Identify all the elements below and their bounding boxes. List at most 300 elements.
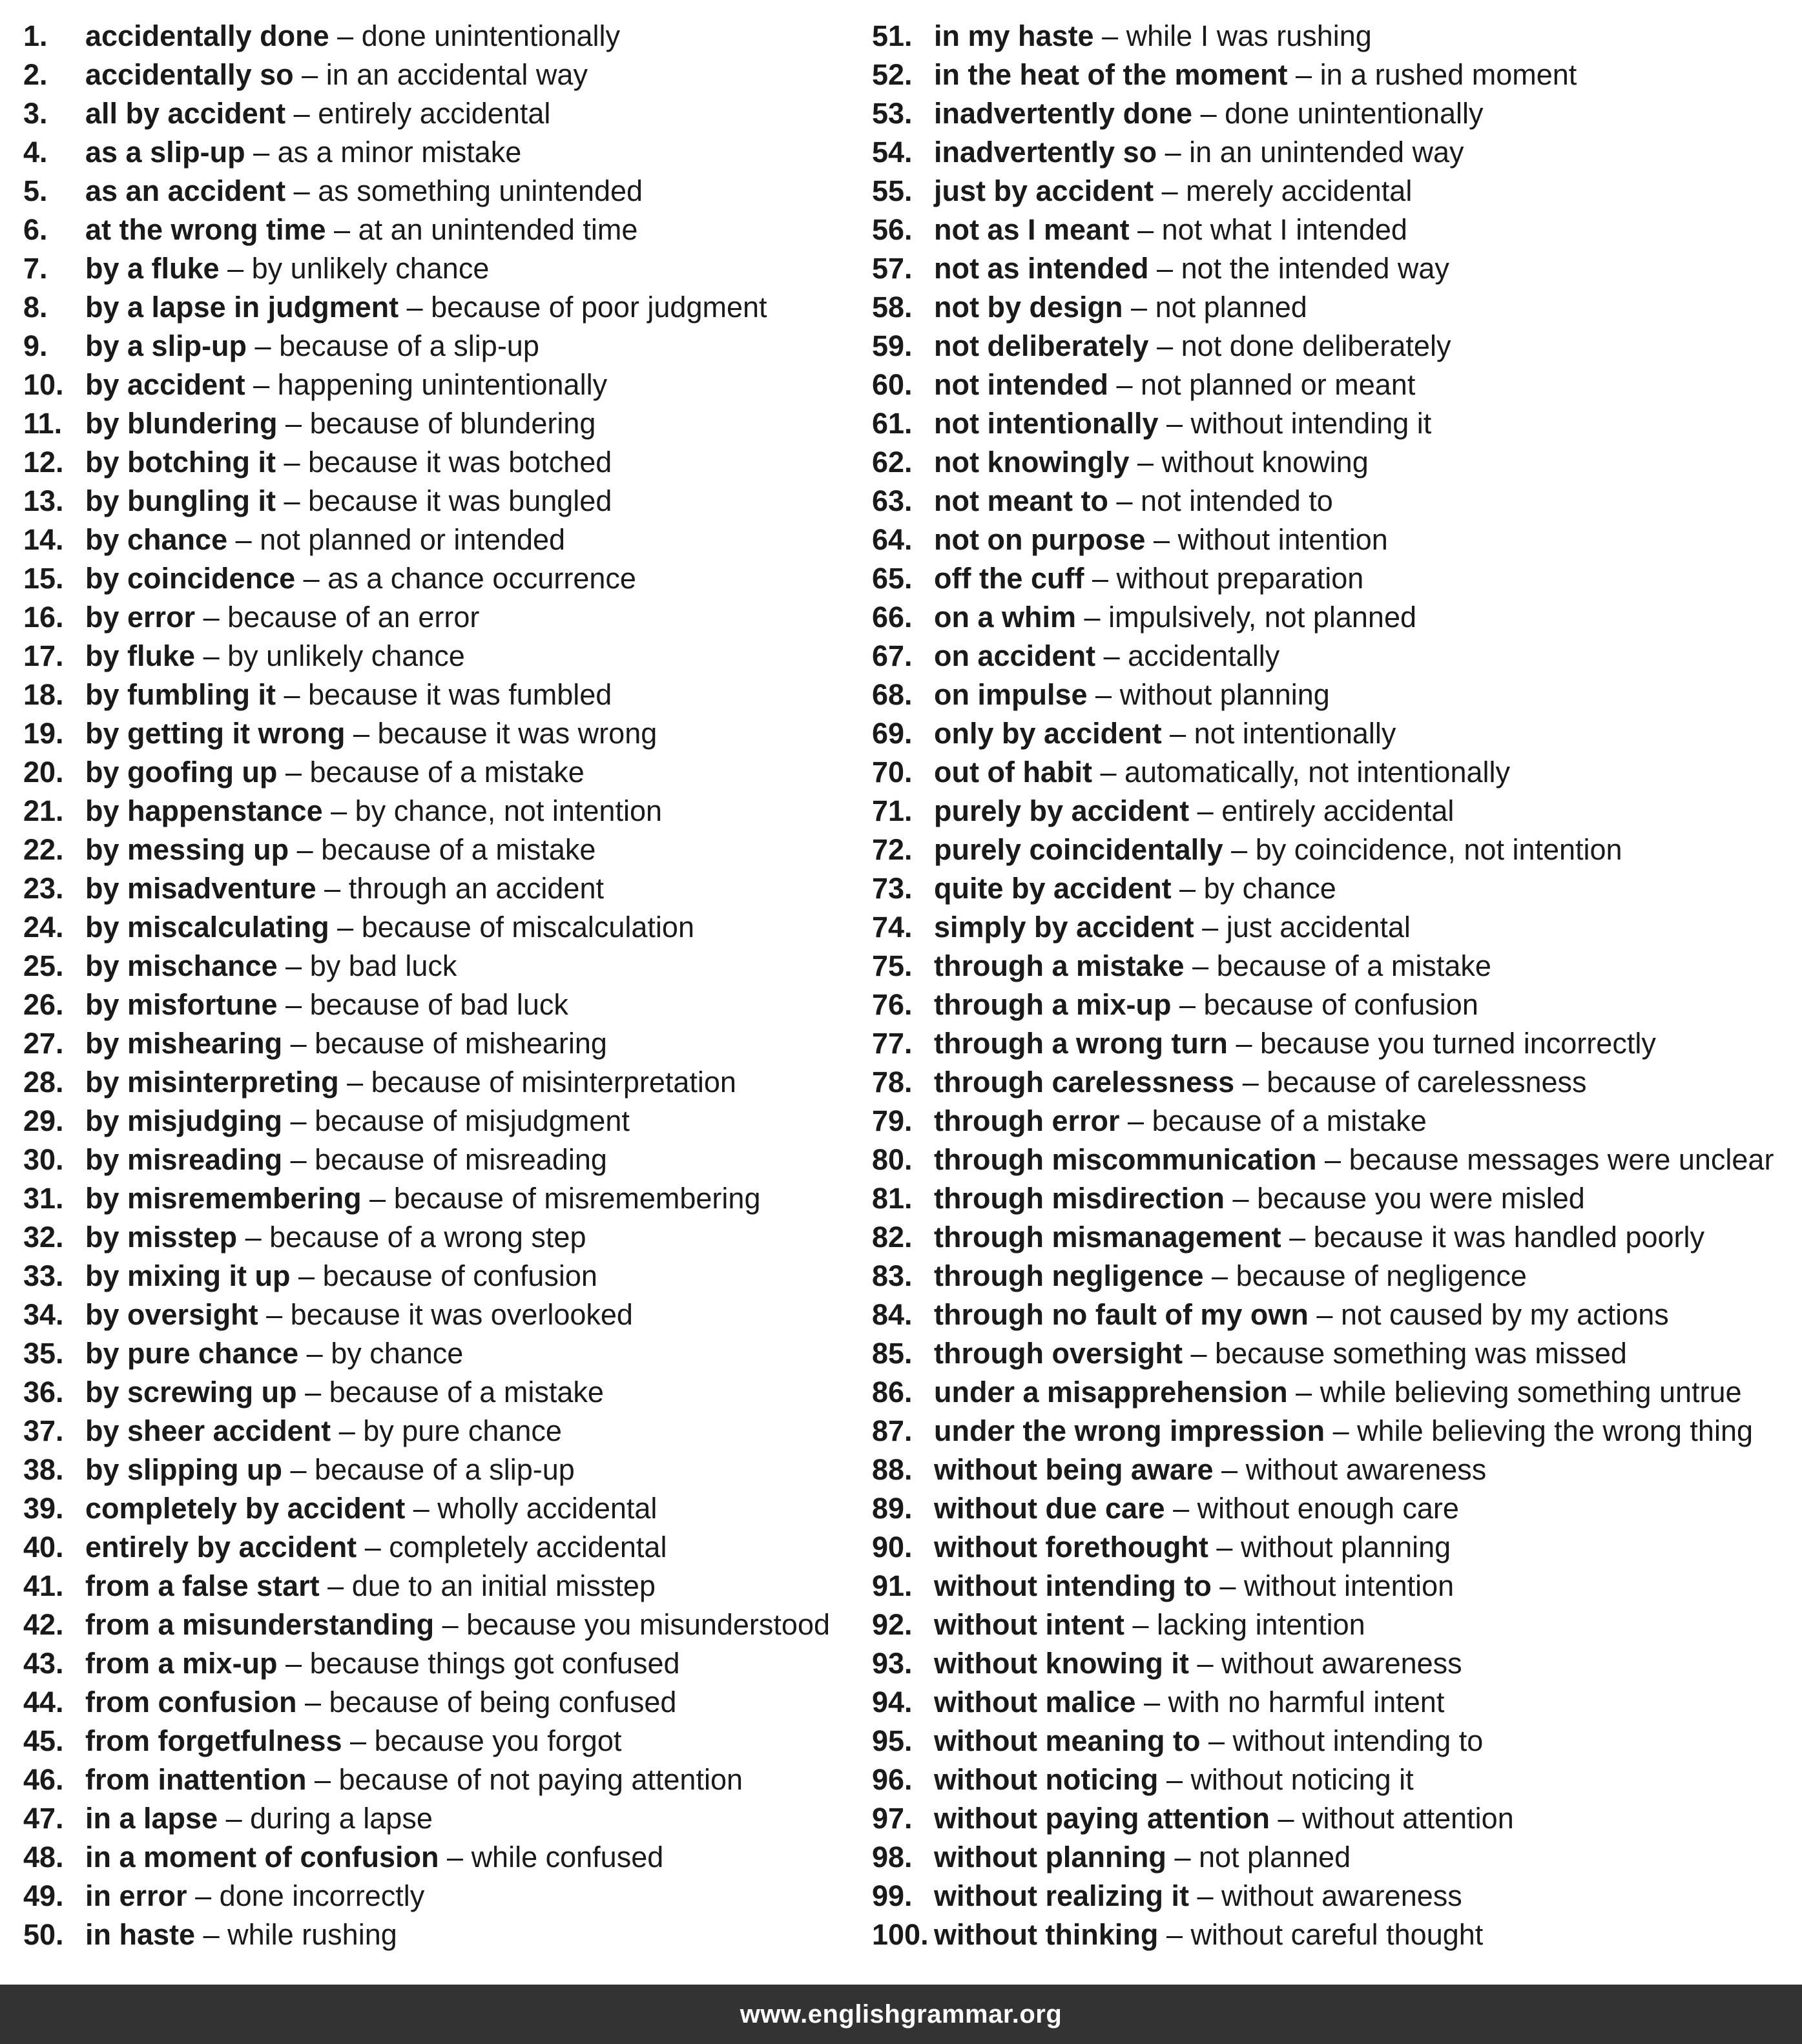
item-separator: – <box>253 136 270 169</box>
item-phrase: through miscommunication <box>934 1143 1317 1176</box>
list-item <box>872 94 1774 133</box>
item-separator: – <box>1202 911 1219 944</box>
list-item <box>23 908 830 947</box>
item-separator: – <box>314 1763 331 1796</box>
item-meaning: because of not paying attention <box>338 1763 743 1796</box>
item-phrase: by misreading <box>85 1143 283 1176</box>
list-item <box>872 1179 1774 1218</box>
item-separator: – <box>1289 1221 1306 1254</box>
item-phrase: under the wrong impression <box>934 1414 1325 1447</box>
item-meaning: because it was handled poorly <box>1313 1221 1705 1254</box>
item-separator: – <box>285 756 302 789</box>
item-separator: – <box>1192 949 1209 982</box>
list-item <box>23 1373 830 1412</box>
item-phrase: by mixing it up <box>85 1259 291 1292</box>
item-meaning: happening unintentionally <box>277 368 608 401</box>
item-number: 41. <box>23 1569 64 1602</box>
item-meaning: not planned or meant <box>1141 368 1416 401</box>
item-phrase: only by accident <box>934 717 1162 750</box>
item-meaning: while I was rushing <box>1126 19 1372 52</box>
item-meaning: as a minor mistake <box>277 136 522 169</box>
item-number: 36. <box>23 1376 64 1409</box>
item-meaning: because of a mistake <box>1216 949 1491 982</box>
item-separator: – <box>331 794 347 827</box>
item-meaning: because of misreading <box>315 1143 607 1176</box>
item-separator: – <box>1174 1841 1191 1874</box>
item-phrase: by pure chance <box>85 1337 299 1370</box>
item-separator: – <box>290 1027 307 1060</box>
item-meaning: not what I intended <box>1161 213 1407 246</box>
item-separator: – <box>1296 1376 1312 1409</box>
item-separator: – <box>442 1608 459 1641</box>
item-number: 44. <box>23 1686 64 1719</box>
list-item <box>872 1838 1774 1877</box>
item-meaning: because of misremembering <box>393 1182 761 1215</box>
list-item <box>872 676 1774 714</box>
item-meaning: without knowing <box>1161 446 1369 479</box>
item-meaning: because messages were unclear <box>1349 1143 1774 1176</box>
item-number: 16. <box>23 601 64 634</box>
list-item <box>872 908 1774 947</box>
item-number: 94. <box>872 1686 913 1719</box>
list-item <box>872 792 1774 831</box>
item-phrase: through a mix-up <box>934 988 1172 1021</box>
list-item <box>872 1412 1774 1450</box>
item-phrase: in the heat of the moment <box>934 58 1288 91</box>
item-meaning: without careful thought <box>1190 1918 1484 1951</box>
list-item <box>872 1605 1774 1644</box>
item-number: 87. <box>872 1414 913 1447</box>
list-item <box>23 1877 830 1915</box>
item-separator: – <box>1232 1182 1249 1215</box>
item-meaning: not caused by my actions <box>1340 1298 1669 1331</box>
item-number: 65. <box>872 562 913 595</box>
item-meaning: in an accidental way <box>326 58 588 91</box>
item-separator: – <box>337 19 354 52</box>
item-meaning: lacking intention <box>1156 1608 1365 1641</box>
item-meaning: because of a mistake <box>1152 1104 1427 1137</box>
item-meaning: without intention <box>1243 1569 1455 1602</box>
item-separator: – <box>334 213 351 246</box>
list-item <box>23 831 830 869</box>
item-number: 52. <box>872 58 913 91</box>
item-separator: – <box>1197 794 1214 827</box>
item-number: 48. <box>23 1841 64 1874</box>
item-separator: – <box>1166 1918 1183 1951</box>
item-meaning: without preparation <box>1116 562 1364 595</box>
item-number: 95. <box>872 1724 913 1757</box>
item-meaning: in a rushed moment <box>1320 58 1577 91</box>
list-item <box>23 1334 830 1373</box>
item-number: 17. <box>23 639 64 672</box>
item-phrase: without realizing it <box>934 1879 1189 1912</box>
item-phrase: on accident <box>934 639 1096 672</box>
list-item <box>872 1760 1774 1799</box>
item-meaning: by unlikely chance <box>227 639 465 672</box>
item-phrase: simply by accident <box>934 911 1194 944</box>
item-separator: – <box>1208 1724 1225 1757</box>
item-number: 3. <box>23 97 48 130</box>
item-separator: – <box>369 1182 386 1215</box>
item-phrase: from inattention <box>85 1763 307 1796</box>
item-meaning: because of a slip-up <box>315 1453 575 1486</box>
item-phrase: without due care <box>934 1492 1165 1525</box>
item-number: 30. <box>23 1143 64 1176</box>
item-separator: – <box>327 1569 344 1602</box>
item-separator: – <box>1132 1608 1149 1641</box>
item-separator: – <box>1131 291 1148 324</box>
item-separator: – <box>306 1337 323 1370</box>
item-phrase: in my haste <box>934 19 1094 52</box>
item-separator: – <box>1296 58 1312 91</box>
item-phrase: all by accident <box>85 97 286 130</box>
item-meaning: because of misjudgment <box>315 1104 630 1137</box>
item-number: 6. <box>23 213 48 246</box>
item-number: 58. <box>872 291 913 324</box>
item-phrase: by bungling it <box>85 484 276 517</box>
item-phrase: in a lapse <box>85 1802 218 1835</box>
item-number: 13. <box>23 484 64 517</box>
item-meaning: because of a mistake <box>329 1376 604 1409</box>
item-separator: – <box>1100 756 1117 789</box>
list-item <box>872 1218 1774 1257</box>
item-separator: – <box>1153 523 1170 556</box>
list-item <box>23 1218 830 1257</box>
item-number: 2. <box>23 58 48 91</box>
item-phrase: through a mistake <box>934 949 1185 982</box>
item-separator: – <box>447 1841 464 1874</box>
item-meaning: at an unintended time <box>358 213 638 246</box>
item-number: 55. <box>872 174 913 207</box>
item-phrase: by screwing up <box>85 1376 297 1409</box>
list-item <box>872 1722 1774 1760</box>
item-phrase: not intentionally <box>934 407 1159 440</box>
item-number: 82. <box>872 1221 913 1254</box>
item-meaning: because of mishearing <box>315 1027 607 1060</box>
item-phrase: by messing up <box>85 833 289 866</box>
item-separator: – <box>1137 446 1154 479</box>
item-separator: – <box>350 1724 367 1757</box>
list-item <box>872 714 1774 753</box>
item-separator: – <box>1278 1802 1294 1835</box>
item-phrase: on a whim <box>934 601 1077 634</box>
item-separator: – <box>290 1453 307 1486</box>
item-phrase: not as I meant <box>934 213 1130 246</box>
item-number: 79. <box>872 1104 913 1137</box>
item-phrase: not as intended <box>934 252 1149 285</box>
list-item <box>872 1450 1774 1489</box>
list-item <box>23 1450 830 1489</box>
item-meaning: because of a slip-up <box>279 329 539 362</box>
item-meaning: because of bad luck <box>309 988 568 1021</box>
item-separator: – <box>1231 833 1248 866</box>
item-separator: – <box>1221 1453 1238 1486</box>
item-number: 34. <box>23 1298 64 1331</box>
item-phrase: through no fault of my own <box>934 1298 1309 1331</box>
item-separator: – <box>235 523 252 556</box>
item-number: 10. <box>23 368 64 401</box>
item-phrase: without malice <box>934 1686 1136 1719</box>
list-item <box>872 753 1774 792</box>
item-meaning: because it was overlooked <box>290 1298 633 1331</box>
item-separator: – <box>1219 1569 1236 1602</box>
item-phrase: without knowing it <box>934 1647 1189 1680</box>
list-item <box>23 559 830 598</box>
item-number: 76. <box>872 988 913 1021</box>
item-meaning: not the intended way <box>1181 252 1449 285</box>
item-meaning: impulsively, not planned <box>1108 601 1417 634</box>
item-separator: – <box>285 988 302 1021</box>
list-item <box>23 676 830 714</box>
list-item <box>872 249 1774 288</box>
item-number: 47. <box>23 1802 64 1835</box>
item-number: 5. <box>23 174 48 207</box>
item-meaning: without awareness <box>1221 1879 1462 1912</box>
item-separator: – <box>284 678 300 711</box>
list-item <box>872 521 1774 559</box>
item-separator: – <box>293 174 310 207</box>
item-phrase: under a misapprehension <box>934 1376 1288 1409</box>
list-item <box>872 947 1774 986</box>
item-phrase: inadvertently done <box>934 97 1193 130</box>
list-item <box>872 1915 1774 1954</box>
item-number: 31. <box>23 1182 64 1215</box>
item-number: 96. <box>872 1763 913 1796</box>
list-item <box>872 211 1774 249</box>
item-phrase: without meaning to <box>934 1724 1201 1757</box>
item-phrase: not intended <box>934 368 1108 401</box>
item-separator: – <box>1166 407 1183 440</box>
list-item <box>872 1683 1774 1722</box>
item-meaning: completely accidental <box>389 1531 667 1564</box>
list-item <box>23 1799 830 1838</box>
item-number: 20. <box>23 756 64 789</box>
item-number: 12. <box>23 446 64 479</box>
item-number: 83. <box>872 1259 913 1292</box>
item-phrase: just by accident <box>934 174 1154 207</box>
right-column <box>872 17 1774 1954</box>
item-phrase: as an accident <box>85 174 286 207</box>
item-meaning: by bad luck <box>309 949 457 982</box>
list-item <box>23 947 830 986</box>
item-separator: – <box>406 291 423 324</box>
list-item <box>872 327 1774 366</box>
item-meaning: done unintentionally <box>361 19 621 52</box>
item-number: 61. <box>872 407 913 440</box>
item-number: 81. <box>872 1182 913 1215</box>
item-meaning: without attention <box>1302 1802 1514 1835</box>
item-number: 24. <box>23 911 64 944</box>
list-item <box>23 1760 830 1799</box>
item-number: 29. <box>23 1104 64 1137</box>
list-item <box>872 1141 1774 1179</box>
item-phrase: inadvertently so <box>934 136 1157 169</box>
list-item <box>23 1489 830 1528</box>
item-phrase: by a slip-up <box>85 329 247 362</box>
item-meaning: because it was botched <box>308 446 612 479</box>
item-number: 38. <box>23 1453 64 1486</box>
item-separator: – <box>1332 1414 1349 1447</box>
list-item <box>23 1915 830 1954</box>
item-separator: – <box>305 1686 322 1719</box>
item-meaning: because of a mistake <box>321 833 596 866</box>
item-separator: – <box>1325 1143 1341 1176</box>
item-number: 51. <box>872 19 913 52</box>
item-phrase: not knowingly <box>934 446 1130 479</box>
item-number: 60. <box>872 368 913 401</box>
item-meaning: without intention <box>1177 523 1388 556</box>
item-meaning: because of confusion <box>1203 988 1478 1021</box>
item-phrase: by mishearing <box>85 1027 283 1060</box>
item-meaning: without planning <box>1119 678 1330 711</box>
item-phrase: from a false start <box>85 1569 320 1602</box>
item-phrase: by coincidence <box>85 562 296 595</box>
item-number: 73. <box>872 872 913 905</box>
item-number: 86. <box>872 1376 913 1409</box>
list-item <box>872 1489 1774 1528</box>
item-number: 92. <box>872 1608 913 1641</box>
item-separator: – <box>1316 1298 1333 1331</box>
item-separator: – <box>1212 1259 1228 1292</box>
item-separator: – <box>1190 1337 1207 1370</box>
item-phrase: by sheer accident <box>85 1414 331 1447</box>
item-phrase: through oversight <box>934 1337 1183 1370</box>
item-separator: – <box>1197 1879 1214 1912</box>
item-meaning: not planned <box>1155 291 1307 324</box>
item-meaning: without enough care <box>1197 1492 1459 1525</box>
list-item <box>23 1644 830 1683</box>
item-number: 74. <box>872 911 913 944</box>
item-separator: – <box>290 1143 307 1176</box>
item-separator: – <box>1157 252 1174 285</box>
item-meaning: entirely accidental <box>318 97 551 130</box>
list-item <box>23 986 830 1024</box>
item-meaning: because things got confused <box>309 1647 680 1680</box>
item-separator: – <box>1242 1066 1259 1099</box>
item-phrase: through negligence <box>934 1259 1204 1292</box>
item-separator: – <box>1128 1104 1144 1137</box>
list-item <box>872 1567 1774 1605</box>
item-meaning: while believing something untrue <box>1320 1376 1742 1409</box>
item-phrase: through error <box>934 1104 1120 1137</box>
item-separator: – <box>1103 639 1120 672</box>
item-number: 25. <box>23 949 64 982</box>
list-item <box>23 249 830 288</box>
item-phrase: not on purpose <box>934 523 1146 556</box>
item-number: 22. <box>23 833 64 866</box>
list-item <box>872 869 1774 908</box>
item-meaning: by chance <box>1203 872 1336 905</box>
item-separator: – <box>266 1298 283 1331</box>
item-phrase: by misinterpreting <box>85 1066 339 1099</box>
item-phrase: from forgetfulness <box>85 1724 342 1757</box>
item-number: 21. <box>23 794 64 827</box>
item-phrase: quite by accident <box>934 872 1172 905</box>
item-meaning: without noticing it <box>1190 1763 1414 1796</box>
item-number: 78. <box>872 1066 913 1099</box>
list-item <box>23 172 830 211</box>
item-phrase: by misjudging <box>85 1104 283 1137</box>
item-phrase: on impulse <box>934 678 1088 711</box>
item-number: 70. <box>872 756 913 789</box>
item-number: 62. <box>872 446 913 479</box>
item-meaning: not intentionally <box>1194 717 1396 750</box>
item-number: 46. <box>23 1763 64 1796</box>
item-separator: – <box>1216 1531 1233 1564</box>
left-column <box>23 17 830 1954</box>
list-item <box>23 1722 830 1760</box>
item-meaning: because of confusion <box>322 1259 597 1292</box>
item-meaning: because of carelessness <box>1267 1066 1587 1099</box>
item-phrase: without paying attention <box>934 1802 1270 1835</box>
item-phrase: by goofing up <box>85 756 278 789</box>
list-item <box>23 1412 830 1450</box>
item-meaning: while rushing <box>227 1918 397 1951</box>
item-number: 88. <box>872 1453 913 1486</box>
item-phrase: through a wrong turn <box>934 1027 1228 1060</box>
item-number: 100. <box>872 1918 929 1951</box>
list-item <box>872 1024 1774 1063</box>
item-meaning: because it was bungled <box>308 484 612 517</box>
item-separator: – <box>413 1492 430 1525</box>
item-number: 7. <box>23 252 48 285</box>
item-number: 99. <box>872 1879 913 1912</box>
item-phrase: off the cuff <box>934 562 1084 595</box>
list-item <box>23 1063 830 1102</box>
item-number: 43. <box>23 1647 64 1680</box>
item-separator: – <box>324 872 341 905</box>
item-meaning: by unlikely chance <box>251 252 490 285</box>
item-meaning: entirely accidental <box>1221 794 1455 827</box>
item-phrase: without being aware <box>934 1453 1214 1486</box>
item-meaning: not planned <box>1198 1841 1351 1874</box>
list-item <box>23 598 830 637</box>
item-separator: – <box>285 949 302 982</box>
list-item <box>872 133 1774 172</box>
item-phrase: not by design <box>934 291 1123 324</box>
item-meaning: by pure chance <box>363 1414 562 1447</box>
list-item <box>23 327 830 366</box>
footer-bar <box>0 1985 1802 2044</box>
list-item <box>872 1528 1774 1567</box>
item-meaning: while believing the wrong thing <box>1357 1414 1754 1447</box>
item-separator: – <box>364 1531 381 1564</box>
item-number: 97. <box>872 1802 913 1835</box>
item-separator: – <box>1116 368 1133 401</box>
list-item <box>23 521 830 559</box>
item-number: 1. <box>23 19 48 52</box>
list-item <box>23 133 830 172</box>
item-meaning: by chance <box>331 1337 464 1370</box>
item-number: 42. <box>23 1608 64 1641</box>
item-separator: – <box>285 407 302 440</box>
item-number: 57. <box>872 252 913 285</box>
list-item <box>23 1257 830 1296</box>
item-meaning: because of a wrong step <box>269 1221 586 1254</box>
item-meaning: just accidental <box>1226 911 1411 944</box>
item-meaning: by coincidence, not intention <box>1255 833 1622 866</box>
item-number: 85. <box>872 1337 913 1370</box>
item-number: 15. <box>23 562 64 595</box>
item-number: 54. <box>872 136 913 169</box>
item-phrase: by slipping up <box>85 1453 282 1486</box>
item-number: 32. <box>23 1221 64 1254</box>
item-number: 75. <box>872 949 913 982</box>
item-number: 14. <box>23 523 64 556</box>
list-item <box>23 94 830 133</box>
item-phrase: by blundering <box>85 407 278 440</box>
item-separator: – <box>203 1918 220 1951</box>
